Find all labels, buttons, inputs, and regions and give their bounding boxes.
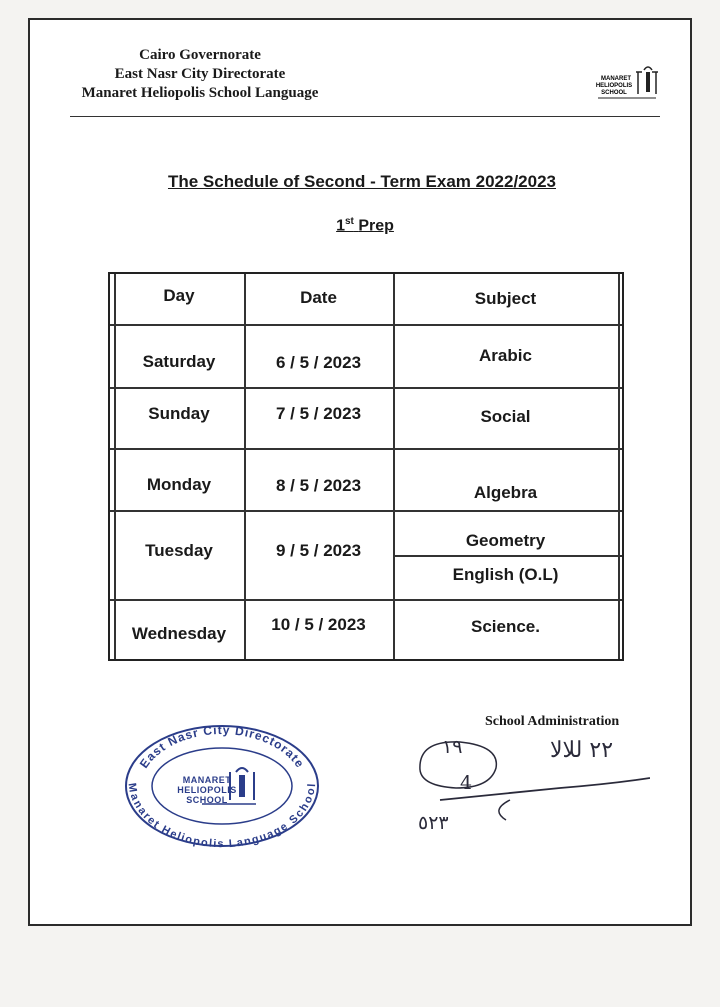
- header-divider: [70, 116, 660, 117]
- logo-line-2: HELIOPOLIS: [595, 83, 633, 89]
- row-sunday-day: Sunday: [148, 404, 210, 423]
- row-sunday-subject: Social: [480, 407, 531, 426]
- grade-suffix: st: [344, 216, 354, 227]
- header-directorate: East Nasr City Directorate: [114, 66, 286, 82]
- stamp-ring-bottom: Manaret Heliopolis Language School: [125, 782, 319, 850]
- school-logo: [568, 60, 658, 110]
- header-subject: Subject: [474, 289, 537, 308]
- school-header: [70, 46, 330, 103]
- school-administration-label: School Administration: [485, 714, 620, 729]
- column-divider: [244, 274, 246, 659]
- handwritten-year: ٥٢٣: [418, 812, 449, 834]
- row-sunday-date: 7 / 5 / 2023: [275, 404, 362, 423]
- row-divider: [110, 510, 622, 512]
- stamp-center-1: MANARET: [182, 775, 232, 785]
- row-divider: [110, 324, 622, 326]
- row-divider: [110, 448, 622, 450]
- row-saturday-subject: Arabic: [479, 346, 532, 365]
- column-divider: [618, 274, 620, 659]
- row-tuesday-subject-2: English (O.L): [452, 565, 559, 584]
- row-wednesday-date: 10 / 5 / 2023: [271, 615, 366, 634]
- stamp-center-3: SCHOOL: [186, 795, 228, 805]
- stamp-center: [172, 775, 242, 805]
- svg-text:East Nasr City Directorate: [137, 723, 307, 771]
- row-divider: [393, 555, 622, 557]
- document-title: The Schedule of Second - Term Exam 2022/2023: [167, 172, 556, 191]
- row-monday-subject: Algebra: [473, 483, 538, 502]
- header-governorate: Cairo Governorate: [139, 47, 261, 63]
- handwritten-arabic: ٢٢ للالا: [550, 738, 614, 763]
- document-page: [28, 18, 692, 926]
- handwritten-month: 4: [460, 772, 473, 794]
- column-divider: [114, 274, 116, 659]
- header-day: Day: [163, 286, 195, 305]
- row-divider: [110, 387, 622, 389]
- handwritten-day: ١٩: [442, 736, 463, 758]
- header-school: Manaret Heliopolis School Language: [81, 85, 319, 101]
- row-saturday-day: Saturday: [142, 352, 216, 371]
- school-stamp: [122, 720, 322, 850]
- row-tuesday-subject: Geometry: [465, 531, 546, 550]
- stamp-ring-top: East Nasr City Directorate: [136, 722, 308, 771]
- row-wednesday-day: Wednesday: [131, 624, 227, 643]
- stamp-center-2: HELIOPOLIS: [177, 785, 237, 795]
- exam-schedule-table: [108, 272, 624, 661]
- row-monday-date: 8 / 5 / 2023: [275, 476, 362, 495]
- row-monday-day: Monday: [146, 475, 212, 494]
- header-date: Date: [300, 288, 337, 307]
- row-wednesday-subject: Science.: [471, 617, 540, 636]
- row-tuesday-date: 9 / 5 / 2023: [275, 541, 362, 560]
- grade-number: 1: [336, 217, 345, 235]
- grade-level: [30, 216, 700, 235]
- row-divider: [110, 599, 622, 601]
- logo-line-3: SCHOOL: [601, 90, 627, 96]
- grade-word: Prep: [358, 217, 394, 235]
- logo-line-1: MANARET: [601, 76, 631, 82]
- row-saturday-date: 6 / 5 / 2023: [275, 353, 362, 372]
- row-tuesday-day: Tuesday: [145, 541, 213, 560]
- column-divider: [393, 274, 395, 659]
